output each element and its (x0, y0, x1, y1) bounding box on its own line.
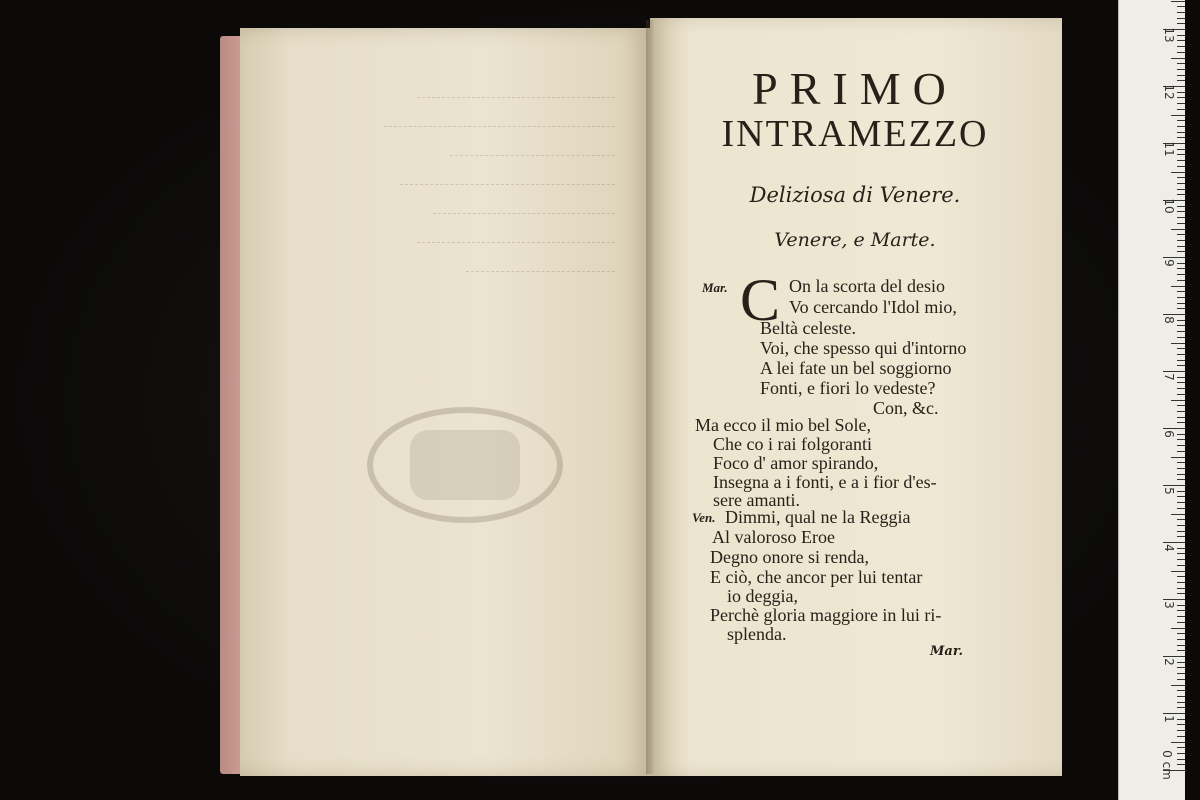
ruler-tick (1171, 571, 1185, 572)
verse-line: Al valoroso Eroe (712, 527, 835, 547)
ruler-tick (1177, 120, 1185, 121)
ruler-tick (1177, 588, 1185, 589)
ruler-tick (1177, 422, 1185, 423)
verse-line: Perchè gloria maggiore in lui ri- (710, 605, 942, 625)
ruler-tick (1177, 40, 1185, 41)
ruler-tick (1177, 348, 1185, 349)
ruler-tick (1177, 645, 1185, 646)
ruler-tick (1177, 354, 1185, 355)
ruler-tick (1177, 92, 1185, 93)
ruler-tick (1177, 730, 1185, 731)
verse-line: Con, &c. (873, 398, 939, 418)
ruler-tick (1177, 360, 1185, 361)
ruler-tick (1177, 610, 1185, 611)
verse-line: Beltà celeste. (760, 318, 856, 338)
ruler-tick (1177, 696, 1185, 697)
speaker-ven: Ven. (692, 510, 716, 525)
ruler-tick (1177, 320, 1185, 321)
ruler-tick (1177, 46, 1185, 47)
ruler-tick (1177, 747, 1185, 748)
ruler-tick (1177, 536, 1185, 537)
ruler-tick (1171, 286, 1185, 287)
ruler-tick (1177, 451, 1185, 452)
ruler-tick (1171, 1, 1185, 2)
characters-heading: Venere, e Marte. (774, 229, 936, 251)
ruler-number: 3 (1162, 601, 1176, 609)
ruler-tick (1177, 531, 1185, 532)
ruler-tick (1177, 75, 1185, 76)
measurement-ruler (1118, 0, 1185, 800)
ruler-tick (1177, 166, 1185, 167)
ruler-tick (1177, 297, 1185, 298)
ruler-tick (1177, 753, 1185, 754)
ruler-tick (1177, 251, 1185, 252)
ruler-tick (1171, 400, 1185, 401)
verse-line: Degno onore si renda, (710, 547, 869, 567)
verse-line: io deggia, (727, 586, 798, 606)
ruler-tick (1177, 126, 1185, 127)
ruler-tick (1177, 559, 1185, 560)
verse-line: Voi, che spesso qui d'intorno (760, 338, 967, 358)
ruler-tick (1177, 445, 1185, 446)
ruler-tick (1177, 177, 1185, 178)
ruler-tick (1177, 160, 1185, 161)
ruler-tick (1177, 23, 1185, 24)
ruler-tick (1177, 565, 1185, 566)
ruler-tick (1177, 639, 1185, 640)
ruler-tick (1171, 115, 1185, 116)
ruler-tick (1177, 234, 1185, 235)
catchword: Mar. (930, 644, 963, 659)
ruler-tick (1177, 662, 1185, 663)
subtitle: Deliziosa di Venere. (749, 183, 961, 207)
ruler-tick (1177, 679, 1185, 680)
ruler-tick (1177, 246, 1185, 247)
ruler-tick (1171, 457, 1185, 458)
ruler-tick (1177, 519, 1185, 520)
ruler-tick (1177, 525, 1185, 526)
ruler-tick (1171, 685, 1185, 686)
ruler-tick (1177, 508, 1185, 509)
ruler-number: 6 (1162, 430, 1176, 438)
ruler-tick (1177, 439, 1185, 440)
ruler-number: 1 (1162, 715, 1176, 723)
ruler-tick (1177, 411, 1185, 412)
ruler-tick (1177, 189, 1185, 190)
ruler-number: 7 (1162, 373, 1176, 381)
ruler-tick (1177, 462, 1185, 463)
ruler-tick (1171, 514, 1185, 515)
ruler-tick (1177, 268, 1185, 269)
ruler-tick (1177, 211, 1185, 212)
ruler-number: 13 (1162, 27, 1176, 43)
ruler-tick (1177, 303, 1185, 304)
ruler-tick (1177, 616, 1185, 617)
show-through-ornament (360, 400, 570, 530)
verse-line: Vo cercando l'Idol mio, (789, 297, 957, 317)
ruler-tick (1177, 633, 1185, 634)
verse-line: Insegna a i fonti, e a i fior d'es- (713, 472, 937, 492)
verse-line: Foco d' amor spirando, (713, 453, 879, 473)
ruler-number: 10 (1162, 198, 1176, 214)
ruler-tick (1177, 6, 1185, 7)
ruler-tick (1177, 240, 1185, 241)
ruler-tick (1177, 280, 1185, 281)
ruler-tick (1177, 479, 1185, 480)
verse-line: Fonti, e fiori lo vedeste? (760, 378, 936, 398)
ruler-tick (1177, 496, 1185, 497)
ruler-number: 8 (1162, 316, 1176, 324)
ruler-tick (1177, 291, 1185, 292)
ruler-tick (1177, 474, 1185, 475)
ruler-tick (1177, 274, 1185, 275)
ruler-tick (1177, 154, 1185, 155)
ruler-tick (1177, 217, 1185, 218)
ruler-tick (1177, 548, 1185, 549)
verse-line: splenda. (727, 624, 787, 644)
ruler-tick (1177, 736, 1185, 737)
ruler-tick (1171, 343, 1185, 344)
ruler-tick (1177, 702, 1185, 703)
ruler-tick (1177, 417, 1185, 418)
verse-line: Che co i rai folgoranti (713, 434, 872, 454)
ruler-tick (1171, 628, 1185, 629)
verse-line: sere amanti. (713, 490, 800, 510)
ruler-number: 2 (1162, 658, 1176, 666)
ruler-tick (1177, 132, 1185, 133)
ruler-tick (1177, 719, 1185, 720)
title-line-1: PRIMO (752, 63, 958, 114)
ruler-tick (1177, 109, 1185, 110)
drop-cap: C (740, 267, 781, 333)
ruler-tick (1177, 183, 1185, 184)
ruler-tick (1177, 576, 1185, 577)
ruler-tick (1177, 707, 1185, 708)
ruler-tick (1177, 337, 1185, 338)
ruler-tick (1171, 229, 1185, 230)
ruler-tick (1171, 58, 1185, 59)
ruler-tick (1177, 724, 1185, 725)
ruler-tick (1177, 405, 1185, 406)
ruler-tick (1177, 69, 1185, 70)
ruler-tick (1177, 468, 1185, 469)
ruler-tick (1177, 650, 1185, 651)
show-through-text (285, 55, 615, 280)
ruler-tick (1177, 582, 1185, 583)
verse-line: Ma ecco il mio bel Sole, (695, 415, 871, 435)
ruler-tick (1177, 382, 1185, 383)
ruler-tick (1177, 263, 1185, 264)
ruler-tick (1177, 593, 1185, 594)
ruler-number: 5 (1162, 487, 1176, 495)
ruler-tick (1177, 325, 1185, 326)
verse-line: On la scorta del desio (789, 276, 945, 296)
ruler-number: 9 (1162, 259, 1176, 267)
ruler-number: 4 (1162, 544, 1176, 552)
ruler-tick (1177, 388, 1185, 389)
ruler-number: 12 (1162, 84, 1176, 100)
ruler-tick (1177, 667, 1185, 668)
ruler-tick (1177, 52, 1185, 53)
ruler-tick (1177, 673, 1185, 674)
ruler-tick (1177, 223, 1185, 224)
ruler-tick (1177, 502, 1185, 503)
verse-line: Dimmi, qual ne la Reggia (725, 507, 911, 527)
ruler-tick (1177, 18, 1185, 19)
ruler-tick (1177, 206, 1185, 207)
ruler-tick (1177, 331, 1185, 332)
ruler-tick (1177, 103, 1185, 104)
ruler-tick (1177, 491, 1185, 492)
ruler-tick (1177, 35, 1185, 36)
ruler-tick (1177, 605, 1185, 606)
speaker-mar: Mar. (702, 280, 728, 295)
ruler-tick (1177, 394, 1185, 395)
ruler-tick (1177, 308, 1185, 309)
ruler-tick (1177, 622, 1185, 623)
ruler-tick (1177, 759, 1185, 760)
ruler-tick (1177, 553, 1185, 554)
ruler-tick (1177, 690, 1185, 691)
verse-line: E ciò, che ancor per lui tentar (710, 567, 923, 587)
ruler-tick (1177, 377, 1185, 378)
ruler-tick (1177, 97, 1185, 98)
ruler-tick (1177, 764, 1185, 765)
ruler-tick (1177, 80, 1185, 81)
ruler-tick (1177, 434, 1185, 435)
ruler-tick (1177, 137, 1185, 138)
ruler-tick (1171, 742, 1185, 743)
ruler-tick (1177, 194, 1185, 195)
verse-line: A lei fate un bel soggiorno (760, 358, 952, 378)
ruler-tick (1177, 12, 1185, 13)
ruler-number: 0 cm (1160, 750, 1174, 780)
ruler-tick (1177, 149, 1185, 150)
ruler-number: 11 (1162, 141, 1176, 157)
ruler-tick (1171, 172, 1185, 173)
ruler-tick (1177, 365, 1185, 366)
ruler-tick (1177, 63, 1185, 64)
title-line-2: INTRAMEZZO (721, 113, 989, 155)
